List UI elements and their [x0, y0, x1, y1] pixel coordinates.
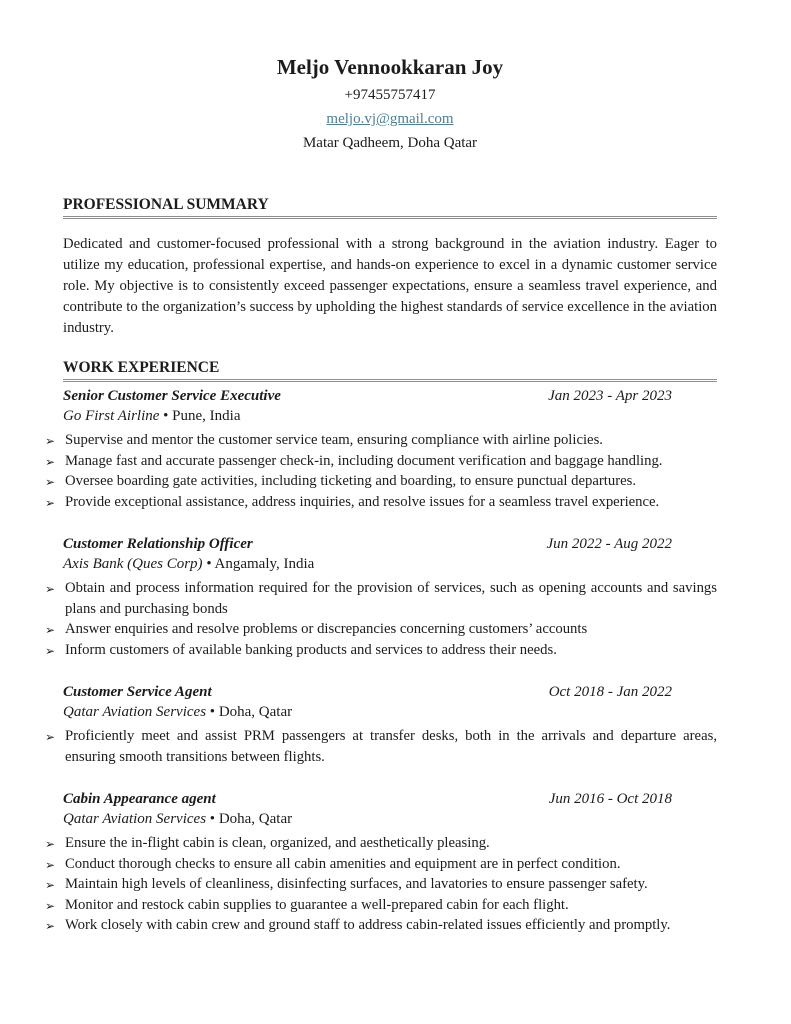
- arrow-bullet-icon: ➢: [45, 643, 56, 658]
- job-company-line: [63, 406, 717, 426]
- bullet-text: Oversee boarding gate activities, including ticketing and boarding, to ensure punctual departures.: [65, 473, 636, 489]
- section-title-summary: PROFESSIONAL SUMMARY: [63, 195, 717, 219]
- job-location: Pune, India: [172, 408, 241, 424]
- section-professional-summary: [63, 195, 717, 339]
- bullet-text: Answer enquiries and resolve problems or discrepancies concerning customers’ accounts: [65, 621, 588, 637]
- job-title: Senior Customer Service Executive: [63, 388, 281, 404]
- job-entry: [45, 534, 717, 660]
- list-item: [45, 895, 717, 916]
- bullet-text: Supervise and mentor the customer service team, ensuring compliance with airline policies.: [65, 432, 603, 448]
- company-location-separator: •: [209, 811, 219, 827]
- phone-number: +97455757417: [344, 87, 436, 103]
- list-item: [45, 915, 717, 936]
- job-dates: Oct 2018 - Jan 2022: [548, 684, 672, 700]
- company-location-separator: •: [163, 408, 173, 424]
- list-item: [45, 451, 717, 472]
- bullet-text: Obtain and process information required for the provision of services, such as opening accounts and savings plans and purchasing bonds: [65, 580, 717, 617]
- bullet-text: Monitor and restock cabin supplies to guarantee a well-prepared cabin for each flight.: [65, 896, 569, 913]
- section-work-experience: [45, 358, 717, 936]
- job-title: Cabin Appearance agent: [63, 791, 216, 807]
- arrow-bullet-icon: ➢: [45, 857, 56, 872]
- bullet-text: Inform customers of available banking products and services to address their needs.: [65, 641, 557, 658]
- job-title: Customer Relationship Officer: [63, 536, 253, 552]
- bullet-text: Maintain high levels of cleanliness, disinfecting surfaces, and lavatories to ensure passenger safety.: [65, 876, 648, 892]
- arrow-bullet-icon: ➢: [45, 837, 56, 851]
- list-item: [45, 430, 717, 451]
- company-location-separator: •: [206, 556, 215, 572]
- list-item: [45, 578, 717, 619]
- job-company-line: [63, 702, 717, 722]
- list-item: [45, 471, 717, 492]
- job-bullets: [45, 833, 717, 936]
- list-item: [45, 726, 717, 767]
- list-item: [45, 619, 717, 640]
- job-company: Qatar Aviation Services: [63, 704, 207, 720]
- address: Matar Qadheem, Doha Qatar: [302, 135, 478, 151]
- arrow-bullet-icon: ➢: [45, 582, 56, 596]
- job-location: Angamaly, India: [214, 556, 315, 572]
- bullet-text: Provide exceptional assistance, address inquiries, and resolve issues for a seamless travel experience.: [65, 493, 660, 510]
- job-dates: Jan 2023 - Apr 2023: [548, 388, 672, 404]
- arrow-bullet-icon: ➢: [45, 454, 56, 469]
- summary-paragraph: Dedicated and customer-focused professional with a strong background in the aviation industry. Eager to utilize my education, professional expertise, and hands-on experience to excel in a dynamic customer service role. My objective is to consistently exceed passenger expectations, ensure a seamless travel experience, and contribute to the organization’s success by upholding the highest standards of service excellence in the aviation industry.: [63, 236, 717, 336]
- job-entry: [45, 789, 717, 936]
- job-bullets: [45, 430, 717, 512]
- arrow-bullet-icon: ➢: [45, 919, 56, 933]
- job-bullets: [45, 726, 717, 767]
- job-location: Doha, Qatar: [218, 704, 293, 720]
- arrow-bullet-icon: ➢: [45, 475, 56, 489]
- bullet-text: Proficiently meet and assist PRM passengers at transfer desks, both in the arrivals and departure areas, ensuring smooth transitions between flights.: [65, 728, 717, 765]
- job-header: [63, 386, 717, 406]
- resume-header: [63, 54, 717, 153]
- job-header: [63, 682, 717, 702]
- job-location: Doha, Qatar: [218, 811, 293, 827]
- job-bullets: [45, 578, 717, 660]
- section-title-experience: WORK EXPERIENCE: [63, 358, 717, 382]
- arrow-bullet-icon: ➢: [45, 730, 56, 744]
- bullet-text: Work closely with cabin crew and ground staff to address cabin-related issues efficiently and promptly.: [65, 917, 671, 933]
- bullet-text: Ensure the in-flight cabin is clean, organized, and aesthetically pleasing.: [65, 835, 490, 851]
- email-link[interactable]: meljo.vj@gmail.com: [326, 111, 454, 127]
- candidate-name: Meljo Vennookkaran Joy: [276, 55, 504, 79]
- job-list: [45, 386, 717, 936]
- job-company: Qatar Aviation Services: [63, 811, 207, 827]
- job-company: Go First Airline: [63, 408, 160, 424]
- job-dates: Jun 2022 - Aug 2022: [546, 536, 672, 552]
- list-item: [45, 640, 717, 661]
- list-item: [45, 874, 717, 895]
- job-title: Customer Service Agent: [63, 684, 212, 700]
- bullet-text: Conduct thorough checks to ensure all cabin amenities and equipment are in perfect condition.: [65, 855, 621, 872]
- arrow-bullet-icon: ➢: [45, 878, 56, 892]
- arrow-bullet-icon: ➢: [45, 623, 56, 637]
- job-entry: [45, 386, 717, 512]
- job-entry: [45, 682, 717, 767]
- job-company: Axis Bank (Ques Corp): [63, 556, 203, 572]
- job-company-line: [63, 809, 717, 829]
- job-header: [63, 534, 717, 554]
- arrow-bullet-icon: ➢: [45, 898, 56, 913]
- job-company-line: [63, 554, 717, 574]
- list-item: [45, 854, 717, 875]
- job-header: [63, 789, 717, 809]
- arrow-bullet-icon: ➢: [45, 434, 56, 448]
- list-item: [45, 492, 717, 513]
- arrow-bullet-icon: ➢: [45, 495, 56, 510]
- bullet-text: Manage fast and accurate passenger check-in, including document verification and baggage handling.: [65, 452, 663, 469]
- company-location-separator: •: [209, 704, 219, 720]
- email-line: [63, 109, 717, 129]
- list-item: [45, 833, 717, 854]
- job-dates: Jun 2016 - Oct 2018: [548, 791, 672, 807]
